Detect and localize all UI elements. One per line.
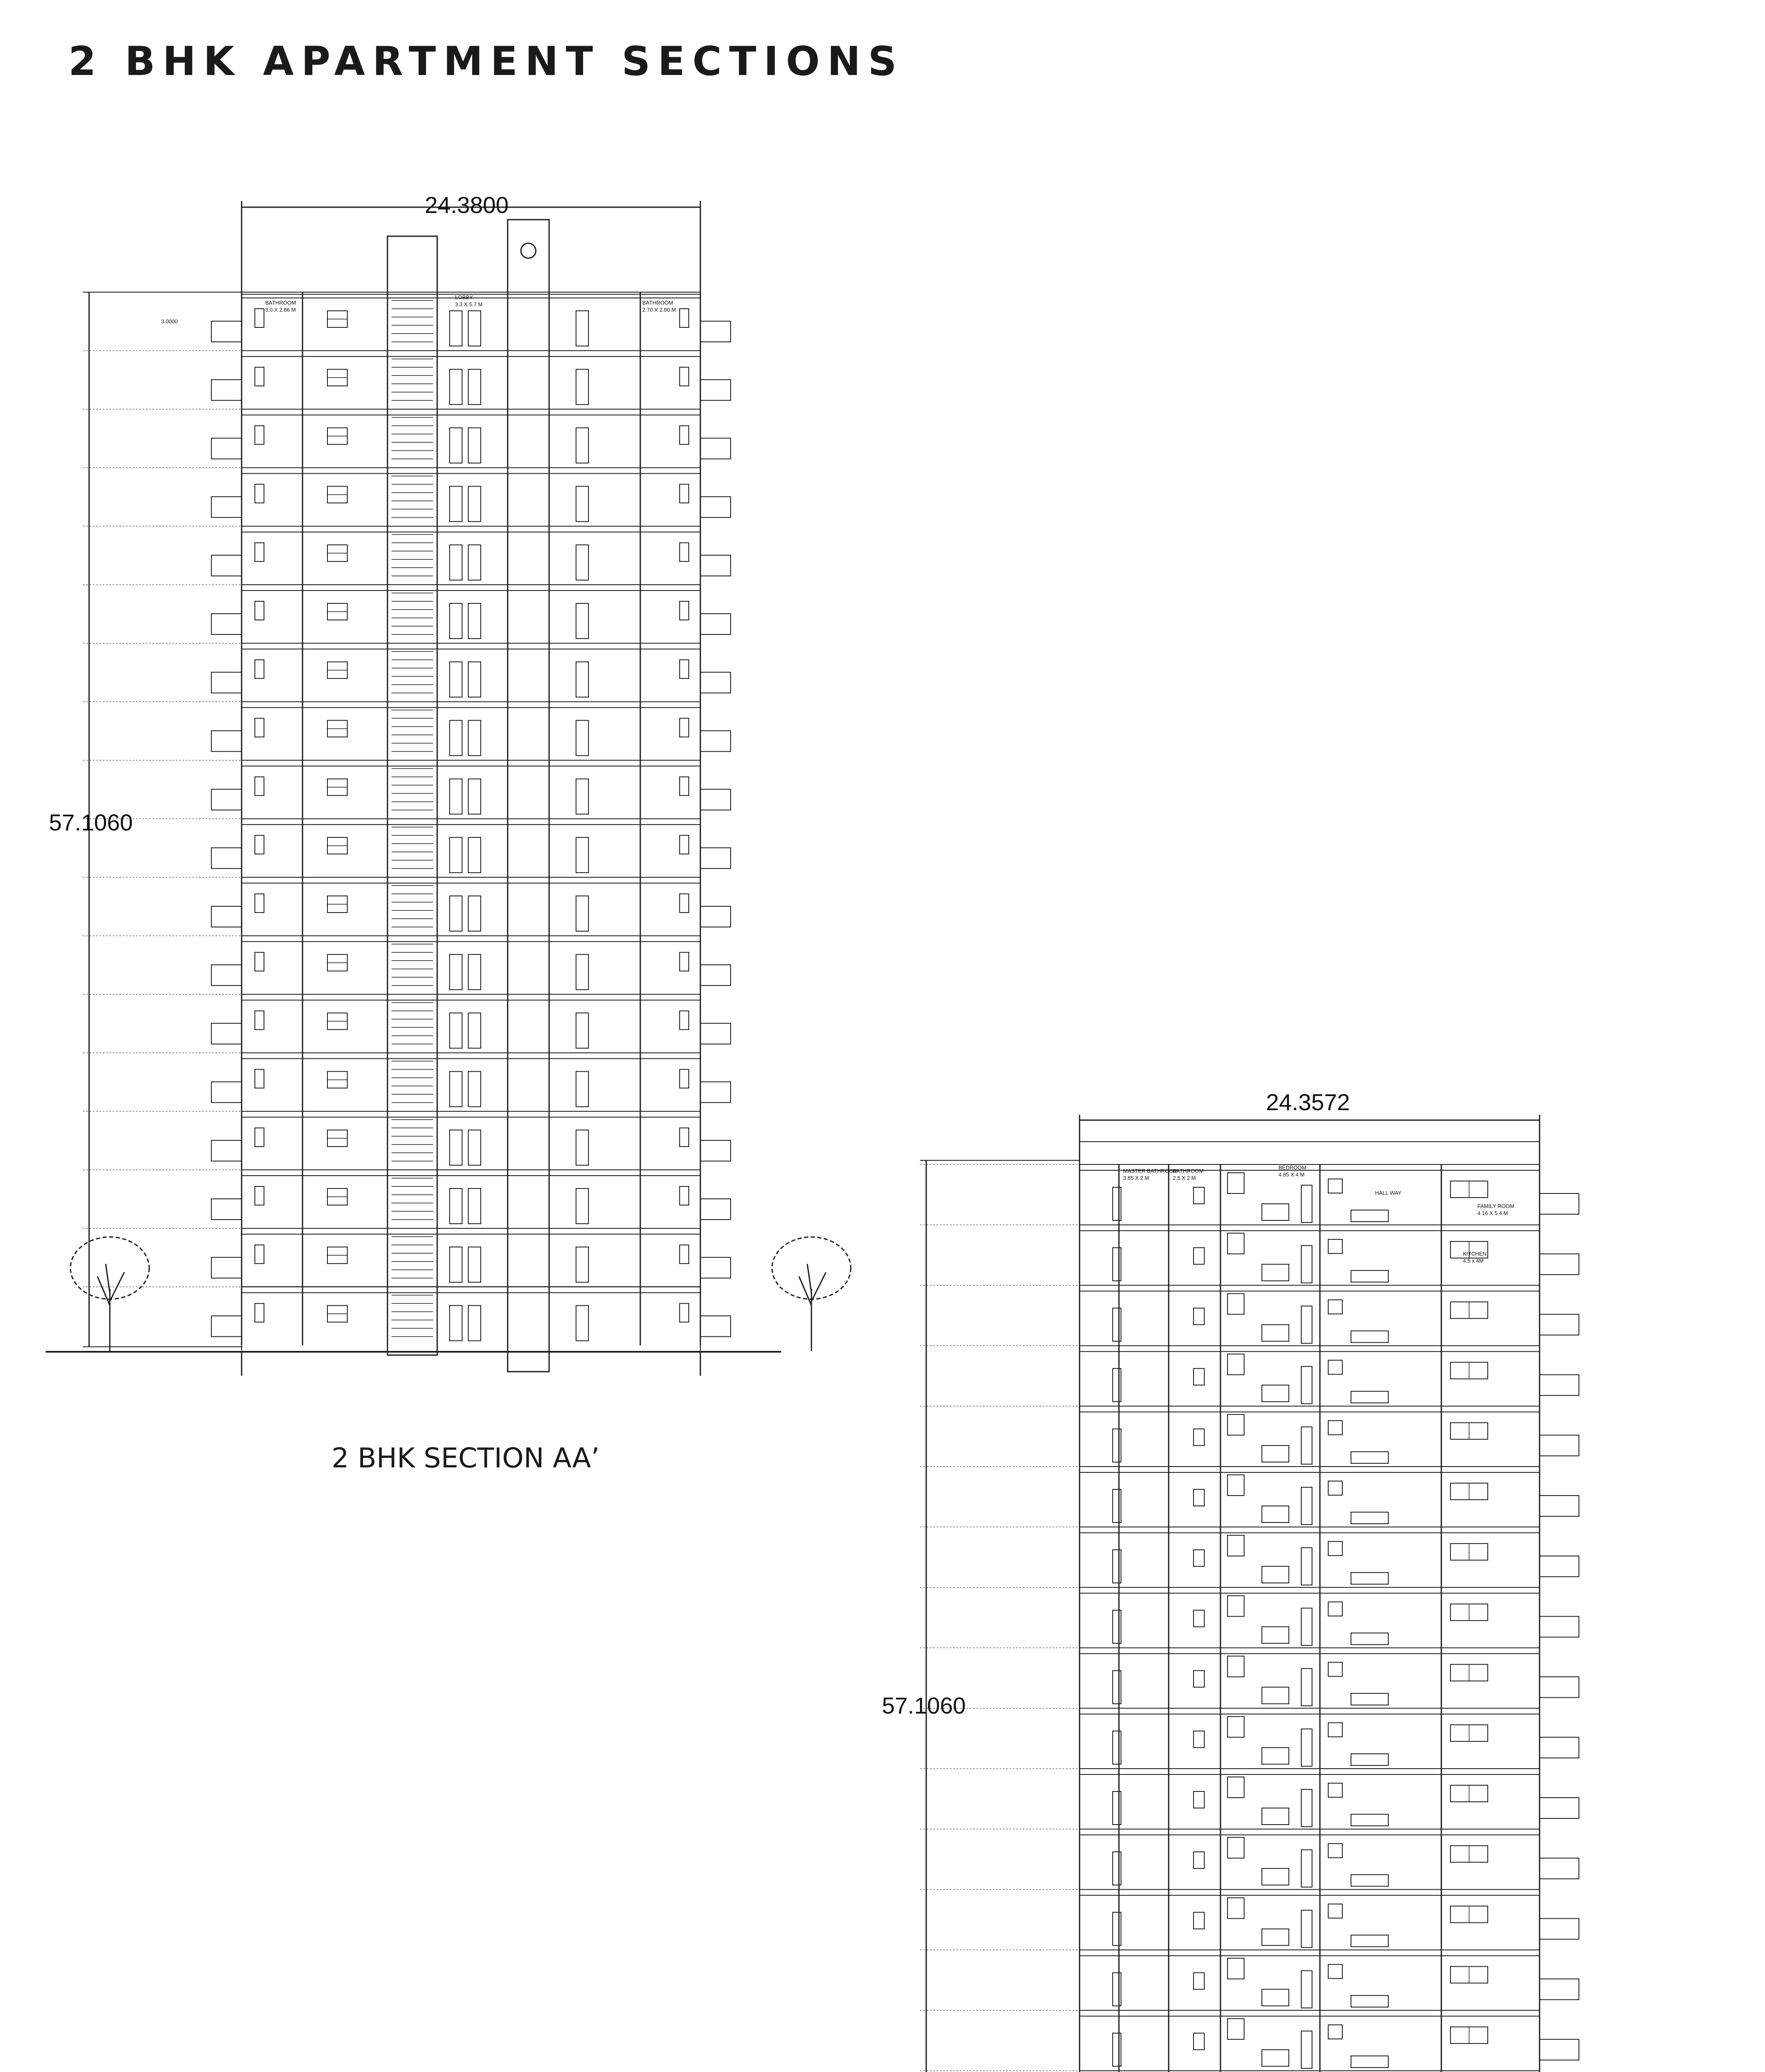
aa-floor: [83, 643, 731, 702]
aa-bathroom-right-size: 2.70 X 2.80 M: [642, 307, 676, 313]
bb-hall-way-label: HALL WAY: [1375, 1190, 1402, 1196]
section-aa-drawing: [46, 201, 851, 1376]
bb-family-room-size: 4.16 X 5.4 M: [1477, 1210, 1508, 1216]
page-title: 2 BHK APARTMENT SECTIONS: [68, 38, 904, 85]
bb-bedroom-label: BEDROOM: [1278, 1164, 1307, 1171]
aa-lobby-label: LOBBY: [455, 294, 473, 300]
aa-floor: [83, 1228, 731, 1287]
aa-floor: [83, 351, 731, 409]
aa-floor: [83, 994, 731, 1053]
aa-floor: [83, 292, 731, 351]
bb-bedroom-size: 4.85 X 4 M: [1278, 1172, 1305, 1178]
aa-floor: [83, 585, 731, 643]
bb-floor: [920, 1346, 1579, 1406]
bb-floor: [920, 1467, 1579, 1527]
bb-floor: [920, 1527, 1579, 1588]
aa-lobby-size: 3.3 X 5.7 M: [455, 301, 483, 307]
aa-top-level-label: 3.0000: [161, 318, 178, 324]
bb-width-dimension: 24.3572: [1266, 1089, 1350, 1115]
bb-height-dimension: 57.1060: [882, 1692, 966, 1719]
aa-bathroom-left-size: 3.0 X 2.86 M: [265, 307, 296, 313]
aa-floor: [83, 409, 731, 467]
bb-bathroom-label: BATHROOM: [1173, 1168, 1204, 1174]
bb-floor: [920, 1890, 1579, 1950]
bb-floor: [920, 1708, 1579, 1769]
aa-floor: [83, 877, 731, 936]
aa-floor: [83, 1287, 731, 1345]
bb-floor: [920, 1769, 1579, 1829]
bb-floor: [920, 1588, 1579, 1648]
bb-master-bathroom-size: 3.85 X 2 M: [1123, 1175, 1149, 1181]
bb-kitchen-label: KITCHEN: [1463, 1251, 1487, 1257]
bb-bathroom-size: 2.5 X 2 M: [1173, 1175, 1196, 1181]
bb-floor: [920, 1950, 1579, 2010]
bb-master-bathroom-label: MASTER BATHROOM: [1123, 1168, 1178, 1174]
bb-floor: [920, 1406, 1579, 1467]
aa-bathroom-right-label: BATHROOM: [642, 300, 673, 306]
aa-floor: [83, 702, 731, 760]
aa-floor: [83, 526, 731, 585]
aa-floor: [83, 936, 731, 994]
bb-floor: [920, 1829, 1579, 1890]
bb-floor: [920, 2010, 1579, 2071]
aa-floor: [83, 819, 731, 877]
aa-width-dimension: 24.3800: [425, 192, 509, 218]
aa-floor: [83, 1170, 731, 1228]
aa-section-caption: 2 BHK SECTION AA’: [332, 1442, 600, 1474]
bb-family-room-label: FAMILY ROOM: [1477, 1203, 1515, 1209]
aa-floor: [83, 1053, 731, 1111]
aa-bathroom-left-label: BATHROOM: [265, 300, 296, 306]
aa-height-dimension: 57.1060: [49, 809, 133, 835]
bb-floor: [920, 1285, 1579, 1346]
aa-floor: [83, 760, 731, 819]
bb-kitchen-size: 4.5 x 4M: [1463, 1258, 1484, 1264]
section-aa-floors: [83, 292, 731, 1352]
aa-floor: [83, 468, 731, 526]
bb-floor: [920, 1648, 1579, 1708]
section-bb-floors: [920, 1164, 1579, 2072]
aa-floor: [83, 1111, 731, 1170]
